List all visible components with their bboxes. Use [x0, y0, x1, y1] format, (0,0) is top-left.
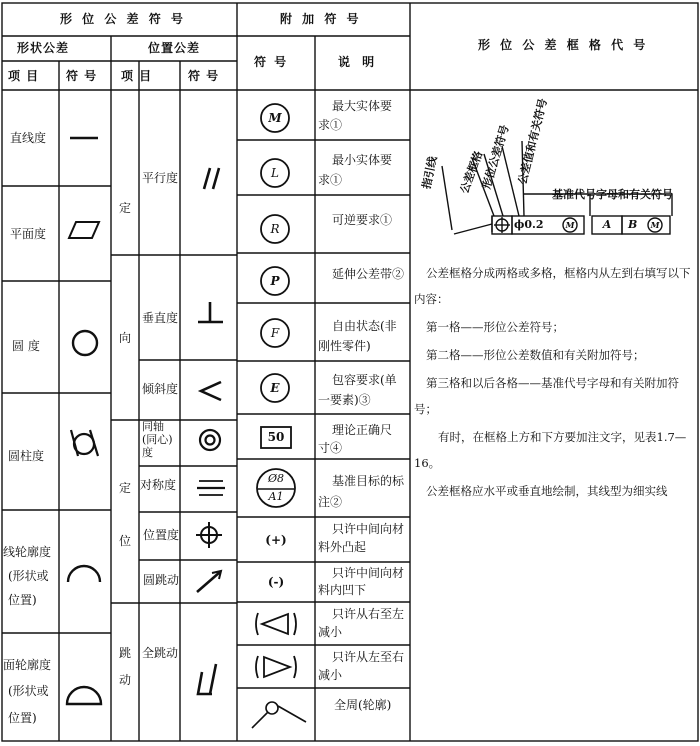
explain-free-state-2: 刚性零件)	[318, 339, 371, 353]
shape-item-cylindricity: 圆柱度	[8, 449, 45, 463]
pos-item-circular-runout: 圆跳动	[143, 573, 180, 587]
explain-theoretical-1: 理论正确尺	[332, 423, 393, 437]
all-around-icon	[248, 692, 310, 736]
mmc-letter: M	[268, 111, 282, 125]
para-2: 第一格——形位公差符号；	[426, 320, 564, 334]
roundness-icon	[68, 326, 102, 360]
header-symbol3: 符 号	[254, 55, 289, 69]
lmc-letter: L	[271, 166, 279, 180]
taper-left-to-right-icon	[252, 652, 300, 682]
label-tol-symbol: 形位公差符号	[479, 123, 512, 191]
angularity-icon	[194, 378, 228, 404]
pos-group-runout-2: 动	[119, 673, 132, 687]
reciprocity-letter: R	[270, 222, 280, 236]
shape-item-line-profile: 线轮廓度	[3, 545, 52, 559]
pos-item-coaxiality-1: 同轴	[142, 420, 164, 433]
explain-envelope-2: 一要素)③	[318, 393, 371, 407]
parallelism-icon	[194, 164, 228, 192]
coaxiality-icon	[196, 426, 226, 456]
para-5: 有时，在框格上方和下方要加注文字，见表1.7—16。	[414, 430, 687, 470]
explain-convex-1: 只许中间向材	[332, 522, 405, 536]
header-symbol2: 符 号	[188, 69, 220, 83]
shape-item-roundness: 圆 度	[12, 339, 40, 353]
header-item: 项 目	[8, 69, 40, 83]
outward-convex-symbol: (+)	[265, 533, 287, 547]
shape-item-surface-profile: 面轮廓度	[3, 658, 52, 672]
explain-theoretical-2: 寸④	[318, 441, 343, 455]
pos-item-perpendicularity: 垂直度	[142, 311, 179, 325]
pos-item-parallelism: 平行度	[142, 171, 179, 185]
surface-profile-icon	[62, 680, 106, 708]
label-leader-line: 指引线	[419, 155, 440, 191]
total-runout-icon	[192, 658, 228, 700]
pos-item-symmetry: 对称度	[140, 478, 177, 492]
label-frame: 公差框格	[457, 149, 486, 196]
explain-taper-rl-1: 只许从右至左	[332, 607, 405, 621]
pos-group-orient-1: 定	[119, 201, 132, 215]
header-item2: 项 目	[121, 69, 153, 83]
explain-lmc-2: 求①	[318, 173, 343, 187]
header-additional: 附 加 符 号	[280, 12, 362, 26]
shape-item-surface-profile-note1: (形状或	[8, 684, 49, 698]
inward-concave-symbol: (-)	[267, 575, 285, 589]
explain-all-around: 全周(轮廓)	[334, 698, 392, 712]
header-symbol: 符 号	[66, 69, 98, 83]
pos-item-coaxiality-3: 度	[142, 446, 153, 459]
explain-datum-target-2: 注②	[318, 495, 343, 509]
cell-tol-value: ϕ0.2	[514, 218, 544, 231]
header-form-position: 形 位 公 差 符 号	[60, 12, 186, 26]
explain-convex-2: 料外凸起	[318, 540, 367, 554]
envelope-letter: E	[270, 381, 280, 395]
explain-mmc-2: 求①	[318, 118, 343, 132]
para-1: 公差框格分成两格或多格，框格内从左到右填写以下内容：	[414, 266, 691, 306]
cell-datum-b: B	[628, 218, 638, 231]
para-3: 第二格——形位公差数值和有关附加符号；	[426, 348, 645, 362]
line-profile-icon	[62, 556, 106, 586]
pos-item-total-runout: 全跳动	[142, 646, 179, 660]
shape-item-surface-profile-note2: 位置)	[8, 711, 37, 725]
label-datum: 基准代号字母和有关符号	[552, 188, 673, 201]
shape-item-flatness: 平面度	[10, 227, 47, 241]
explain-concave-2: 料内凹下	[318, 583, 367, 597]
explain-datum-target-1: 基准目标的标	[332, 474, 405, 488]
flatness-icon	[64, 218, 104, 242]
datum-target-label: A1	[268, 490, 284, 503]
circular-runout-icon	[192, 566, 228, 596]
taper-right-to-left-icon	[252, 609, 300, 639]
pos-group-locate-2: 位	[119, 534, 132, 548]
pos-item-coaxiality-2: (同心)	[142, 433, 173, 446]
cell-datum-mod: M	[650, 220, 660, 230]
pos-group-locate-1: 定	[119, 481, 132, 495]
pos-item-angularity: 倾斜度	[142, 382, 179, 396]
shape-item-line-profile-note2: 位置)	[8, 593, 37, 607]
pos-group-orient-2: 向	[119, 331, 132, 345]
straightness-icon	[66, 128, 104, 148]
cylindricity-icon	[64, 426, 104, 460]
explain-concave-1: 只许中间向材	[332, 566, 405, 580]
explain-free-state-1: 自由状态(非	[332, 319, 397, 333]
cell-datum-a: A	[602, 218, 612, 231]
header-pos-tol: 位置公差	[148, 41, 201, 55]
para-4: 第三格和以后各格——基准代号字母和有关附加符号；	[414, 376, 679, 416]
para-6: 公差框格应水平或垂直地绘制，其线型为细实线	[426, 484, 668, 498]
datum-target-size: Ø8	[267, 472, 285, 485]
shape-item-straightness: 直线度	[10, 131, 47, 145]
header-explain: 说 明	[338, 55, 379, 69]
explain-reciprocity: 可逆要求①	[332, 213, 393, 227]
shape-item-line-profile-note1: (形状或	[8, 569, 49, 583]
cell-tol-mod: M	[565, 220, 575, 230]
label-tol-value: 公差值和有关符号	[515, 97, 550, 186]
symmetry-icon	[194, 476, 228, 500]
pos-item-position: 位置度	[143, 528, 180, 542]
explain-mmc-1: 最大实体要	[332, 99, 393, 113]
free-state-letter: F	[270, 326, 280, 340]
perpendicularity-icon	[194, 298, 228, 328]
header-frame-code: 形 位 公 差 框 格 代 号	[478, 38, 649, 52]
explain-lmc-1: 最小实体要	[332, 153, 393, 167]
explain-projected: 延伸公差带②	[332, 267, 405, 281]
theoretical-size-value: 50	[267, 430, 285, 444]
pos-group-runout-1: 跳	[119, 646, 132, 660]
explain-taper-rl-2: 减小	[318, 625, 343, 639]
header-shape-tol: 形状公差	[17, 41, 70, 55]
position-icon	[194, 520, 226, 552]
projected-zone-letter: P	[270, 274, 280, 288]
explain-taper-lr-1: 只许从左至右	[332, 650, 405, 664]
explain-envelope-1: 包容要求(单	[332, 373, 397, 387]
explain-taper-lr-2: 减小	[318, 668, 343, 682]
